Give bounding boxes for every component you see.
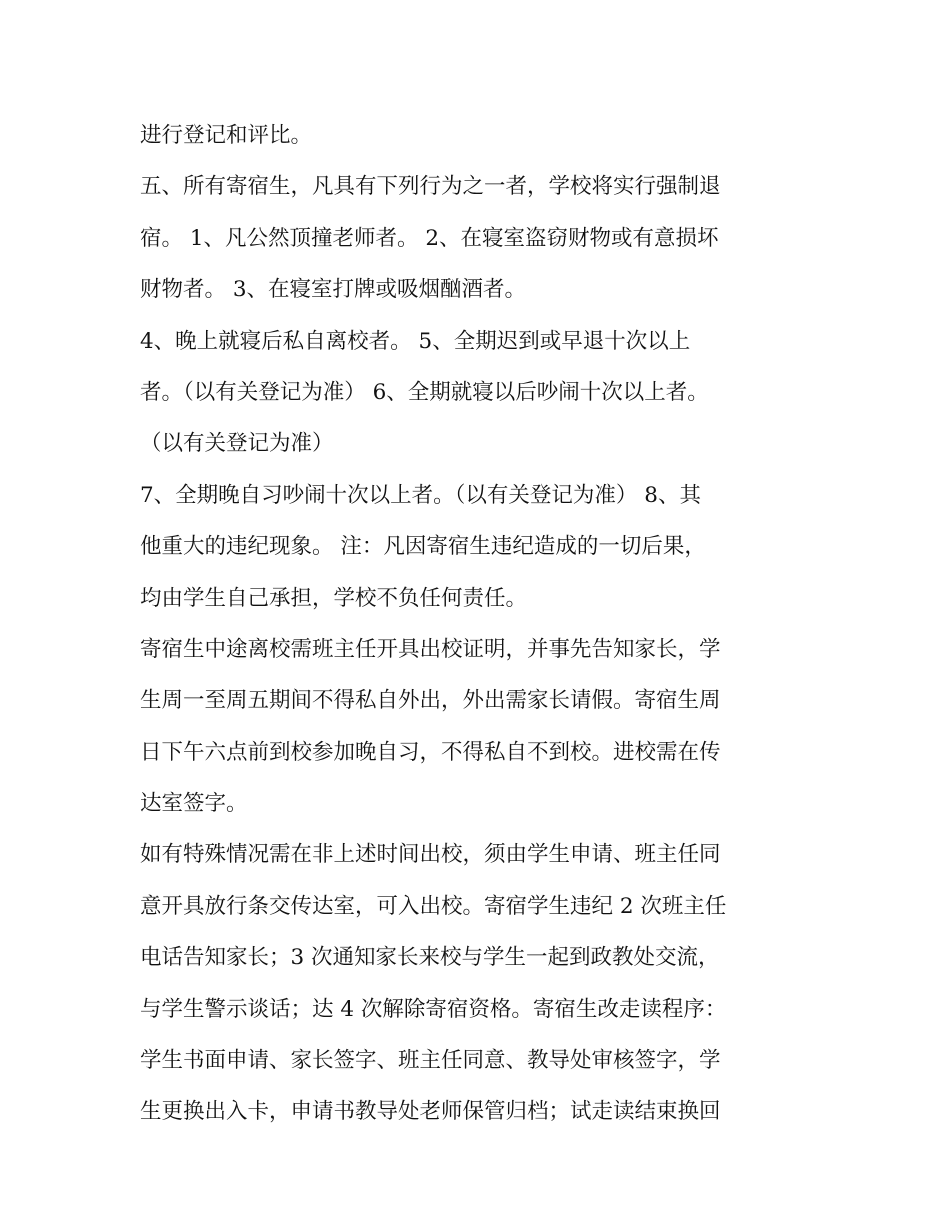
text-line: 财物者。 3、在寝室打牌或吸烟酗酒者。 xyxy=(140,277,527,303)
text-line: 生更换出入卡，申请书教导处老师保管归档；试走读结束换回 xyxy=(140,1099,721,1125)
document-body xyxy=(140,110,820,1138)
text-line: 者。（以有关登记为准） 6、全期就寝以后吵闹十次以上者。 xyxy=(140,379,709,405)
text-line: 学生书面申请、家长签字、班主任同意、教导处审核签字，学 xyxy=(140,1048,721,1074)
text-line: 进行登记和评比。 xyxy=(140,123,313,148)
text-line: 宿。 1、凡公然顶撞老师者。 2、在寝室盗窃财物或有意损坏 xyxy=(140,225,719,251)
text-line: 他重大的违纪现象。 注：凡因寄宿生违纪造成的一切后果， xyxy=(140,534,706,560)
text-line: 寄宿生中途离校需班主任开具出校证明，并事先告知家长，学 xyxy=(140,636,721,662)
text-line: 如有特殊情况需在非上述时间出校，须由学生申请、班主任同 xyxy=(140,842,721,868)
text-line: 达室签字。 xyxy=(140,791,248,817)
text-line: 日下午六点前到校参加晚自习，不得私自不到校。进校需在传 xyxy=(140,739,721,765)
text-line: （以有关登记为准） xyxy=(140,431,334,457)
text-line: 意开具放行条交传达室，可入出校。寄宿学生违纪 2 次班主任 xyxy=(140,893,727,919)
text-line: 五、所有寄宿生，凡具有下列行为之一者，学校将实行强制退 xyxy=(140,174,721,200)
text-line: 电话告知家长；3 次通知家长来校与学生一起到政教处交流， xyxy=(140,945,720,971)
text-line: 7、全期晚自习吵闹十次以上者。（以有关登记为准） 8、其 xyxy=(140,482,701,508)
text-line: 生周一至周五期间不得私自外出，外出需家长请假。寄宿生周 xyxy=(140,688,721,714)
text-line: 与学生警示谈话；达 4 次解除寄宿资格。寄宿生改走读程序： xyxy=(140,996,727,1022)
text-line: 4、晚上就寝后私自离校者。 5、全期迟到或早退十次以上 xyxy=(140,328,691,354)
text-line: 均由学生自己承担，学校不负任何责任。 xyxy=(140,585,528,611)
